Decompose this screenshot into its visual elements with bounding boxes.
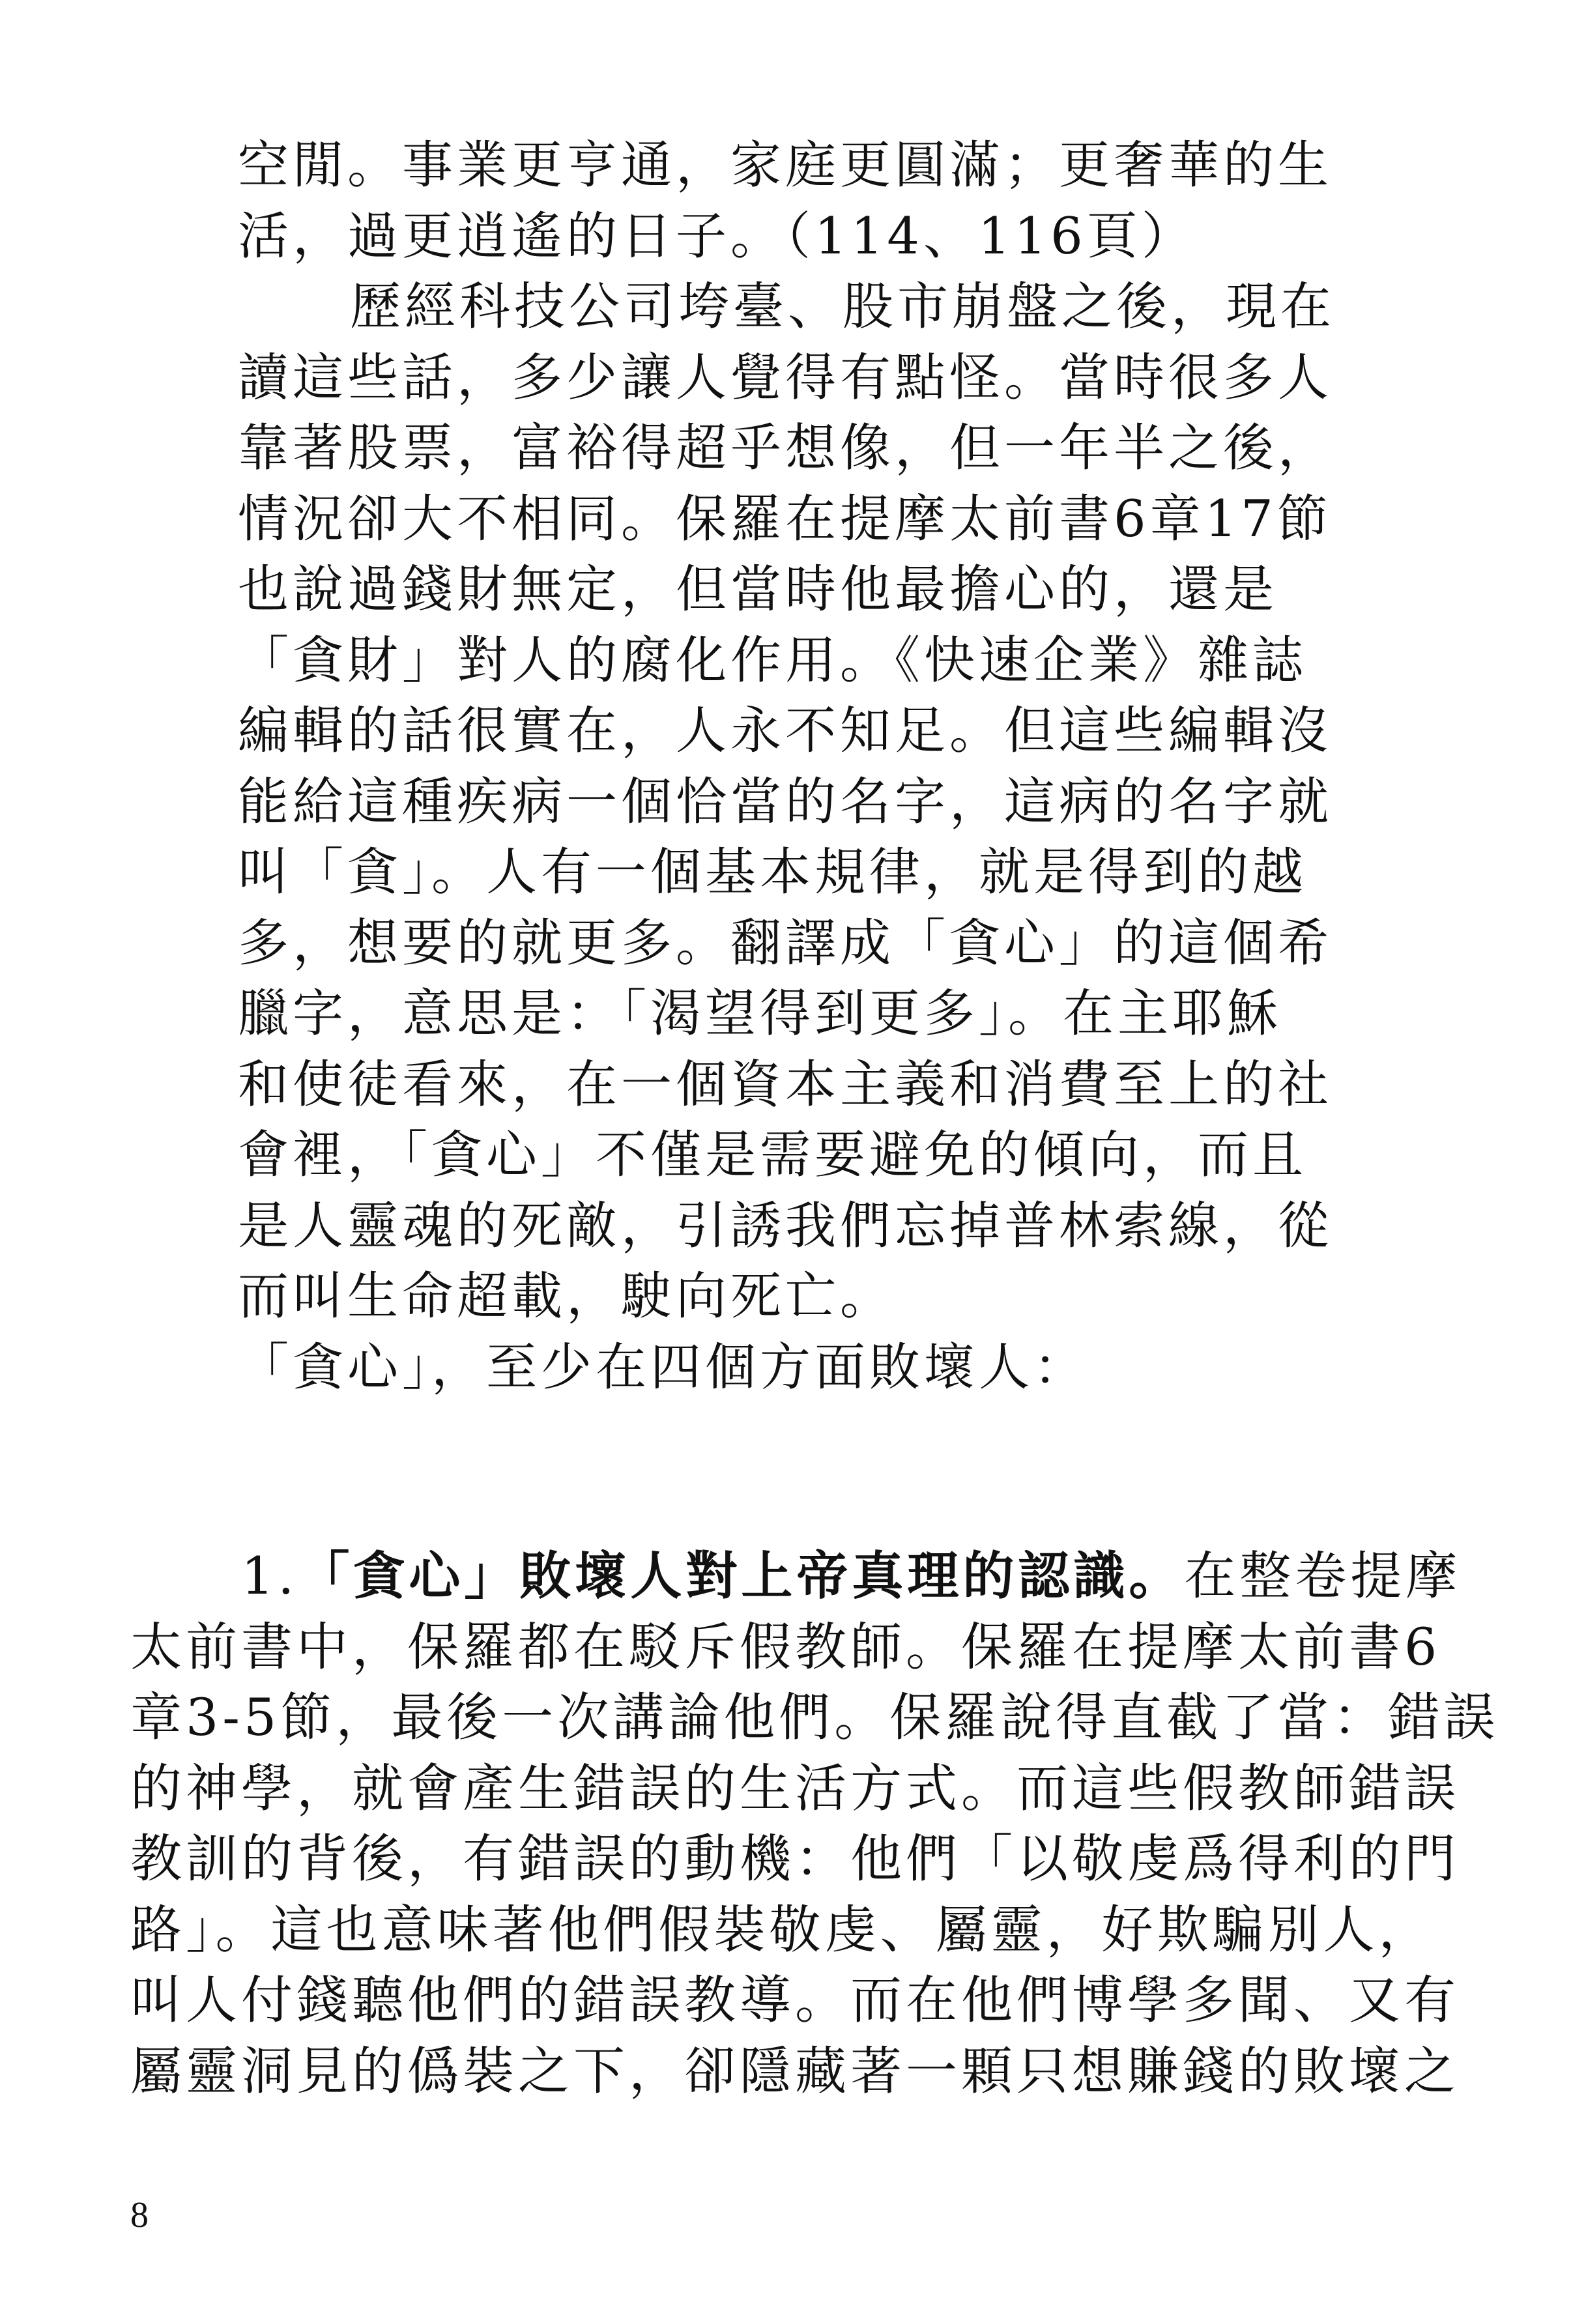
- section-line: 的神學，就會產生錯誤的生活方式。而這些假教師錯誤: [130, 1758, 1460, 1818]
- quote-line: 活，過更逍遙的日子。（114、116頁）: [238, 207, 1196, 266]
- quote-line: 空閒。事業更亨通，家庭更圓滿；更奢華的生: [238, 136, 1333, 195]
- paragraph-line: 多，想要的就更多。翻譯成「貪心」的這個希: [238, 913, 1333, 973]
- paragraph-line: 「貪財」對人的腐化作用。《快速企業》雜誌: [238, 631, 1308, 690]
- section-number: 1.: [241, 1546, 298, 1606]
- section-line: 叫人付錢聽他們的錯誤教導。而在他們博學多聞、又有: [130, 1970, 1460, 2030]
- section-line: 章3-5節，最後一次講論他們。保羅說得直截了當：錯誤: [130, 1687, 1499, 1747]
- paragraph-line: 也說過錢財無定，但當時他最擔心的，還是: [238, 560, 1278, 619]
- section-line: 太前書中，保羅都在駁斥假教師。保羅在提摩太前書6: [130, 1616, 1441, 1677]
- paragraph-line: 編輯的話很實在，人永不知足。但這些編輯沒: [238, 702, 1333, 760]
- section-line: 屬靈洞見的僞裝之下，卻隱藏著一顆只想賺錢的敗壞之: [130, 2041, 1460, 2101]
- paragraph-line: 情況卻大不相同。保羅在提摩太前書6章17節: [238, 489, 1332, 549]
- section-heading: 「貪心」敗壞人對上帝真理的認識。: [298, 1546, 1185, 1606]
- paragraph-line: 會裡，「貪心」不僅是需要避免的傾向，而且: [238, 1126, 1308, 1184]
- section-1: [130, 1541, 1499, 2106]
- section-first-rest: 在整卷提摩: [1184, 1546, 1462, 1606]
- paragraph-line: 能給這種疾病一個恰當的名字，這病的名字就: [238, 772, 1333, 831]
- quote-block: [238, 130, 1346, 1403]
- paragraph-line: 歷經科技公司垮臺、股市崩盤之後，現在: [350, 278, 1336, 336]
- section-first-line: [130, 1541, 1462, 1612]
- paragraph-summary: 「貪心」，至少在四個方面敗壞人：: [238, 1338, 1089, 1397]
- paragraph-line: 讀這些話，多少讓人覺得有點怪。當時很多人: [238, 348, 1333, 407]
- paragraph-line: 是人靈魂的死敵，引誘我們忘掉普林索線，從: [238, 1196, 1333, 1255]
- section-line: 教訓的背後，有錯誤的動機：他們「以敬虔爲得利的門: [130, 1829, 1460, 1889]
- paragraph-line: 叫「貪」。人有一個基本規律，就是得到的越: [238, 843, 1308, 902]
- paragraph-line: 和使徒看來，在一個資本主義和消費至上的社: [238, 1055, 1333, 1114]
- section-line: 路」。這也意味著他們假裝敬虔、屬靈，好欺騙別人，: [130, 1899, 1434, 1960]
- paragraph-line: 而叫生命超載，駛向死亡。: [238, 1267, 895, 1326]
- paragraph-line: 臘字，意思是：「渴望得到更多」。在主耶穌: [238, 984, 1282, 1043]
- page-number: 8: [130, 2195, 149, 2235]
- paragraph-line: 靠著股票，富裕得超乎想像，但一年半之後，: [238, 419, 1333, 478]
